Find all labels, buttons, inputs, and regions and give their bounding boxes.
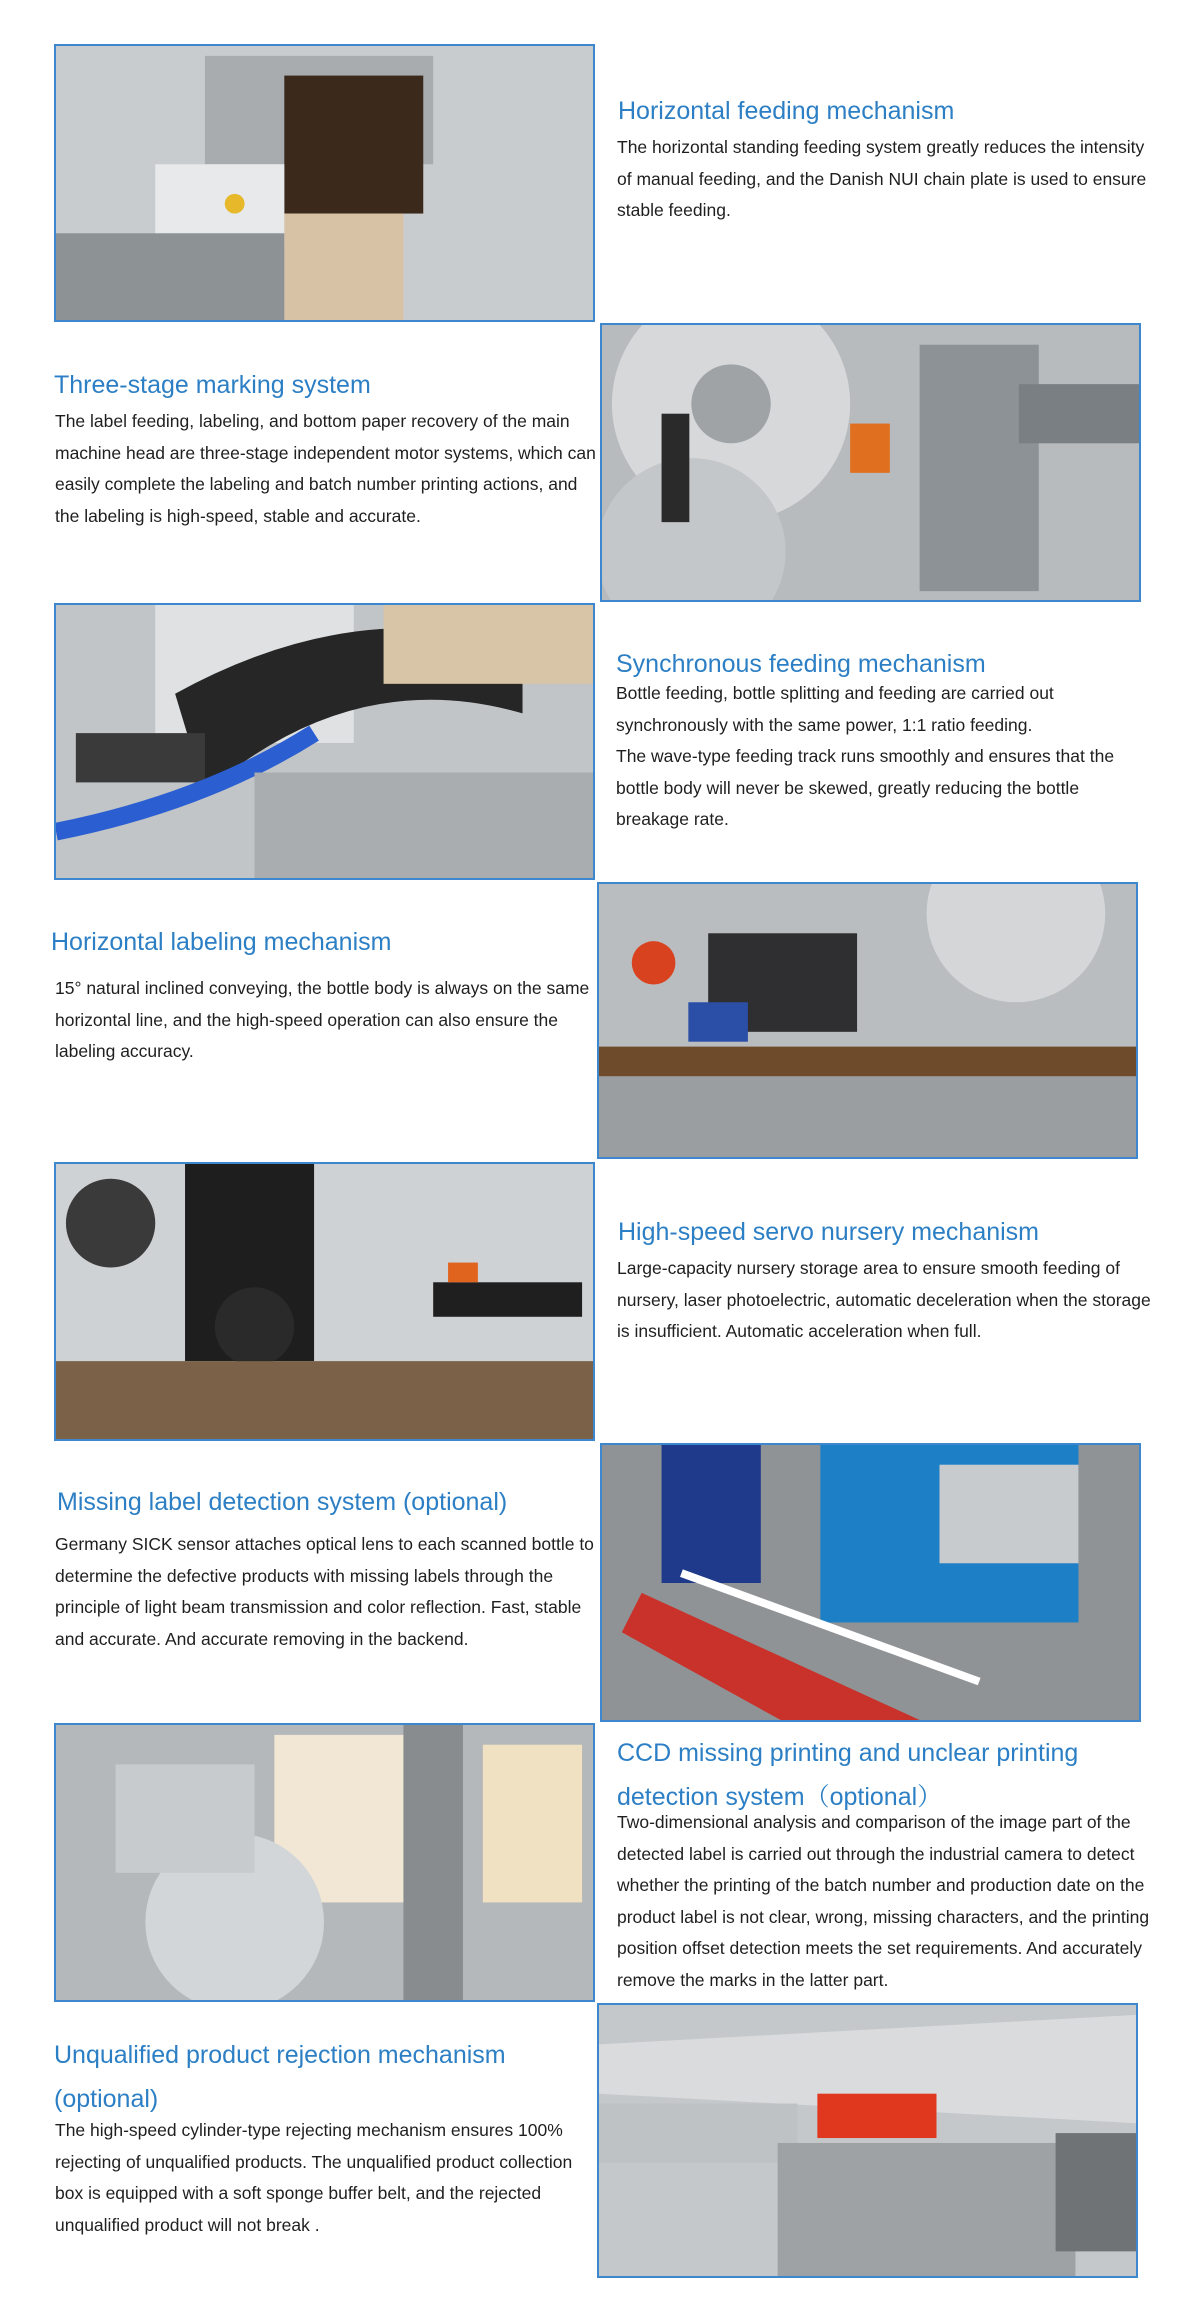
section-title: Unqualified product rejection mechanism (optional) <box>54 2041 506 2113</box>
section-paragraph: Two-dimensional analysis and comparison of the image part of the detected label is carried out through the industrial camera to detect whether the printing of the batch number and production date on the product label is not clear, wrong, missing characters, and the printing position offset detection meets the set requirements. And accurately remove the marks in the latter part. <box>617 1812 1150 1990</box>
section-paragraph: Bottle feeding, bottle splitting and feeding are carried out synchronously with the same power, 1:1 ratio feeding. <box>616 683 1054 735</box>
marking-head-photo <box>600 323 1141 602</box>
section-paragraph: The horizontal standing feeding system greatly reduces the intensity of manual feeding, and the Danish NUI chain plate is used to ensure stable feeding. <box>617 137 1147 220</box>
section-title: High-speed servo nursery mechanism <box>618 1218 1040 1246</box>
section-title: Horizontal feeding mechanism <box>618 97 955 125</box>
section-paragraph: Germany SICK sensor attaches optical lens to each scanned bottle to determine the defective products with missing labels through the principle of light beam transmission and color reflection. Fast, stable and accurate. And accurate removing in the backend. <box>55 1534 594 1649</box>
section-description <box>55 1529 600 1655</box>
servo-belt-photo <box>54 1162 595 1441</box>
section-title: Missing label detection system (optional) <box>57 1488 508 1516</box>
section-description <box>55 406 600 532</box>
section-description <box>55 973 600 1068</box>
section-paragraph: Large-capacity nursery storage area to ensure smooth feeding of nursery, laser photoelectric, automatic deceleration when the storage is insufficient. Automatic acceleration when full. <box>617 1258 1151 1341</box>
rejection-cylinder-photo <box>597 2003 1138 2278</box>
section-paragraph: The high-speed cylinder-type rejecting mechanism ensures 100% rejecting of unqualified products. The unqualified product collection box is equipped with a soft sponge buffer belt, and the rejected unqualified product will not break . <box>55 2120 573 2235</box>
section-description <box>617 132 1157 227</box>
section-title: CCD missing printing and unclear printing detection system（optional） <box>617 1739 1079 1811</box>
section-title: Synchronous feeding mechanism <box>616 650 986 678</box>
section-title: Three-stage marking system <box>54 371 371 399</box>
section-description <box>55 2115 600 2241</box>
section-title: Horizontal labeling mechanism <box>51 928 392 956</box>
section-paragraph: The wave-type feeding track runs smoothly and ensures that the bottle body will never be skewed, greatly reducing the bottle breakage rate. <box>616 746 1115 829</box>
sensor-detection-photo <box>600 1443 1141 1722</box>
section-description <box>617 1807 1182 1996</box>
screw-feeder-photo <box>54 603 595 880</box>
labeling-head-photo <box>597 882 1138 1159</box>
section-paragraph: 15° natural inclined conveying, the bottle body is always on the same horizontal line, and the high-speed operation can also ensure the labeling accuracy. <box>55 978 590 1061</box>
section-description <box>616 678 1156 836</box>
ccd-camera-photo <box>54 1723 595 2002</box>
section-paragraph: The label feeding, labeling, and bottom paper recovery of the main machine head are three-stage independent motor systems, which can easily complete the labeling and batch number printing actions, and the labeling is high-speed, stable and accurate. <box>55 411 596 526</box>
feeding-machine-photo <box>54 44 595 322</box>
section-description <box>617 1253 1157 1348</box>
